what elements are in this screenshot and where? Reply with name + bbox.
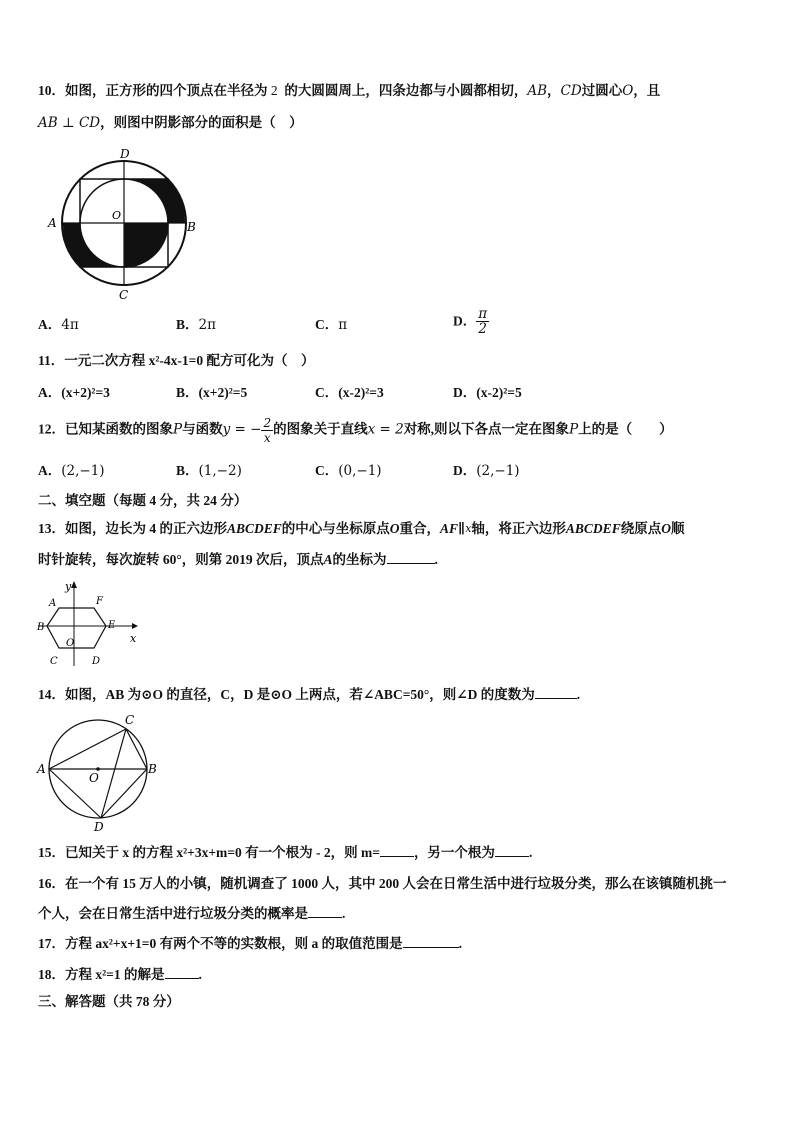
q13-label-o: O (66, 638, 75, 649)
q16-line-1: 16．在一个有 15 万人的小镇，随机调查了 1000 人，其中 200 人会在日常生活中进行垃圾分类，那么在该镇随机挑一 (38, 876, 727, 891)
q10-label-d: D (120, 147, 130, 161)
q10-label-o: O (112, 209, 122, 222)
q18-stem: 18．方程 x²=1 的解是 . (38, 967, 202, 982)
q14-chord-cb (126, 729, 147, 769)
q14-stem: 14．如图，AB 为⊙O 的直径，C，D 是⊙O 上两点，若∠ABC=50°，则∠D 的度数为 . (38, 687, 581, 702)
q10-line-1: 10．如图，正方形的四个顶点在半径为 2 的大圆圆周上，四条边都与小圆都相切，AB，CD过圆心O，且 (38, 83, 661, 99)
q16-answer-blank[interactable] (308, 905, 342, 918)
q14-answer-blank[interactable] (535, 686, 577, 699)
q13-figure (34, 578, 144, 670)
q10-label-a: A (48, 216, 57, 230)
q14-label-d: D (94, 820, 104, 834)
q17-answer-blank[interactable] (403, 935, 459, 948)
q13-label-b: B (37, 622, 45, 633)
q10-option-c[interactable]: C．π (315, 317, 348, 333)
q13-label-y: y (65, 580, 72, 593)
q13-label-f: F (96, 596, 103, 607)
q13-answer-blank[interactable] (387, 551, 435, 564)
q11-option-b[interactable]: B．(x+2)²=5 (176, 385, 248, 400)
q15-blank-m[interactable] (380, 844, 414, 857)
q11-option-c[interactable]: C．(x-2)²=3 (315, 385, 384, 400)
q10-line-2: AB ⊥ CD，则图中阴影部分的面积是（ ） (38, 115, 303, 131)
q12-stem: 12．已知某函数的图象P与函数y = − $\frac{2}{x}$ 的图象关于直线x = 2对称,则以下各点一定在图象P上的是（ ） (38, 416, 673, 445)
q13-label-d: D (92, 656, 101, 667)
q13-line-1: 13．如图，边长为 4 的正六边形ABCDEF的中心与坐标原点O重合，AF∥$^x$轴，将正六边形ABCDEF绕原点O顺 (38, 521, 685, 536)
q17-stem: 17．方程 ax²+x+1=0 有两个不等的实数根，则 a 的取值范围是 . (38, 936, 462, 951)
q11-option-a[interactable]: A．(x+2)²=3 (38, 385, 110, 400)
q18-answer-blank[interactable] (165, 966, 199, 979)
q14-figure (34, 710, 164, 834)
q12-option-a[interactable]: A．(2,−1) (38, 463, 105, 479)
section-2-heading: 二、填空题（每题 4 分，共 24 分） (38, 493, 248, 508)
q13-label-e: E (108, 620, 116, 631)
q13-label-x: x (130, 632, 137, 645)
q14-label-b: B (148, 762, 157, 776)
q12-option-c[interactable]: C．(0,−1) (315, 463, 382, 479)
q13-line-2: 时针旋转，每次旋转 60°，则第 2019 次后，顶点A的坐标为 . (38, 552, 438, 567)
q13-hexagon (47, 608, 106, 648)
q10-option-b[interactable]: B．2π (176, 317, 216, 333)
q10-label-c: C (119, 288, 129, 302)
q10-label-b: B (187, 220, 196, 234)
q13-y-arrow (71, 581, 77, 588)
q13-label-c: C (50, 656, 58, 667)
q14-label-c: C (125, 713, 135, 727)
section-3-heading: 三、解答题（共 78 分） (38, 994, 180, 1009)
q16-line-2: 个人，会在日常生活中进行垃圾分类的概率是 . (38, 906, 346, 921)
q13-label-a: A (49, 598, 57, 609)
q10-figure (44, 145, 204, 305)
q12-option-b[interactable]: B．(1,−2) (176, 463, 242, 479)
q11-option-d[interactable]: D．(x-2)²=5 (453, 385, 522, 400)
q13-x-arrow (132, 623, 138, 629)
q15-blank-root[interactable] (495, 844, 529, 857)
q14-chord-ac (49, 729, 126, 769)
q15-stem: 15．已知关于 x 的方程 x²+3x+m=0 有一个根为 - 2，则 m= ，另一个根为 . (38, 845, 533, 860)
q14-label-o: O (89, 771, 99, 785)
q14-label-a: A (37, 762, 46, 776)
q10-option-d[interactable]: D． $\frac{\pi}{2}$ (453, 306, 488, 337)
q12-option-d[interactable]: D．(2,−1) (453, 463, 520, 479)
q10-option-a[interactable]: A．4π (38, 317, 79, 333)
q11-stem: 11．一元二次方程 x²-4x-1=0 配方可化为（ ） (38, 353, 315, 368)
